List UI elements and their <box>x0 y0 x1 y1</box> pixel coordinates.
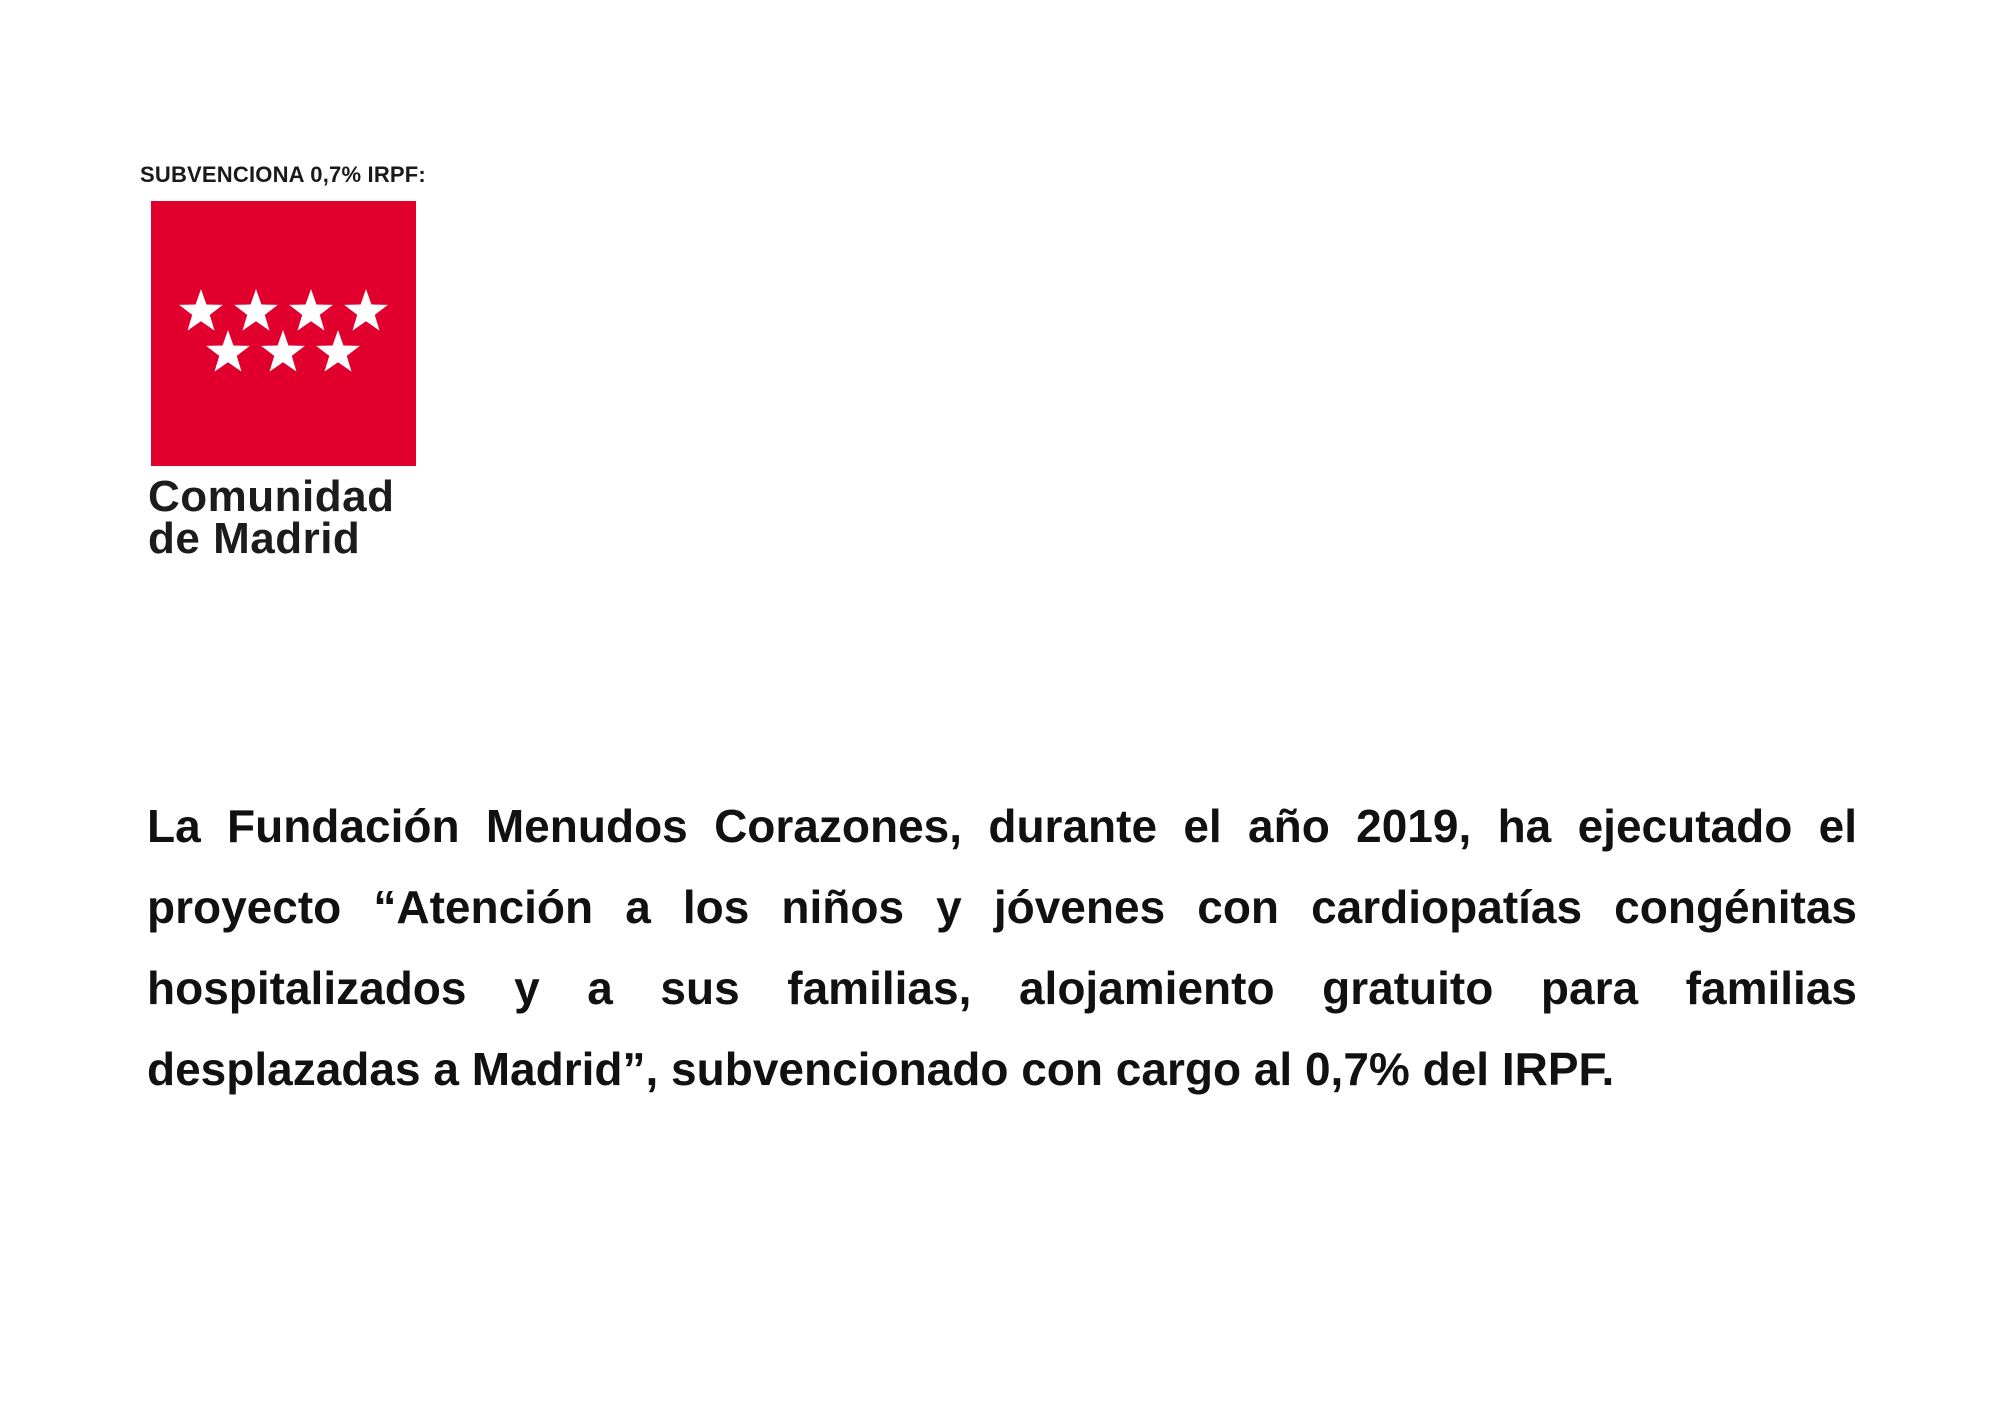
subsidy-label: SUBVENCIONA 0,7% IRPF: <box>140 162 426 187</box>
logo-name-line-2: de Madrid <box>148 514 361 563</box>
logo-wordmark <box>148 472 395 563</box>
project-statement: La Fundación Menudos Corazones, durante el año 2019, ha ejecutado el proyecto “Atención a los niños y jóvenes con cardiopatías congénitas hospitalizados y a sus familias, alojamiento gratuito para familias desplazadas a Madrid”, subvencionado con cargo al 0,7% del IRPF. <box>147 800 1857 1095</box>
logo-name-line-1: Comunidad <box>148 472 395 521</box>
comunidad-de-madrid-logo <box>151 201 416 466</box>
comunidad-de-madrid-stars-icon <box>151 201 416 466</box>
